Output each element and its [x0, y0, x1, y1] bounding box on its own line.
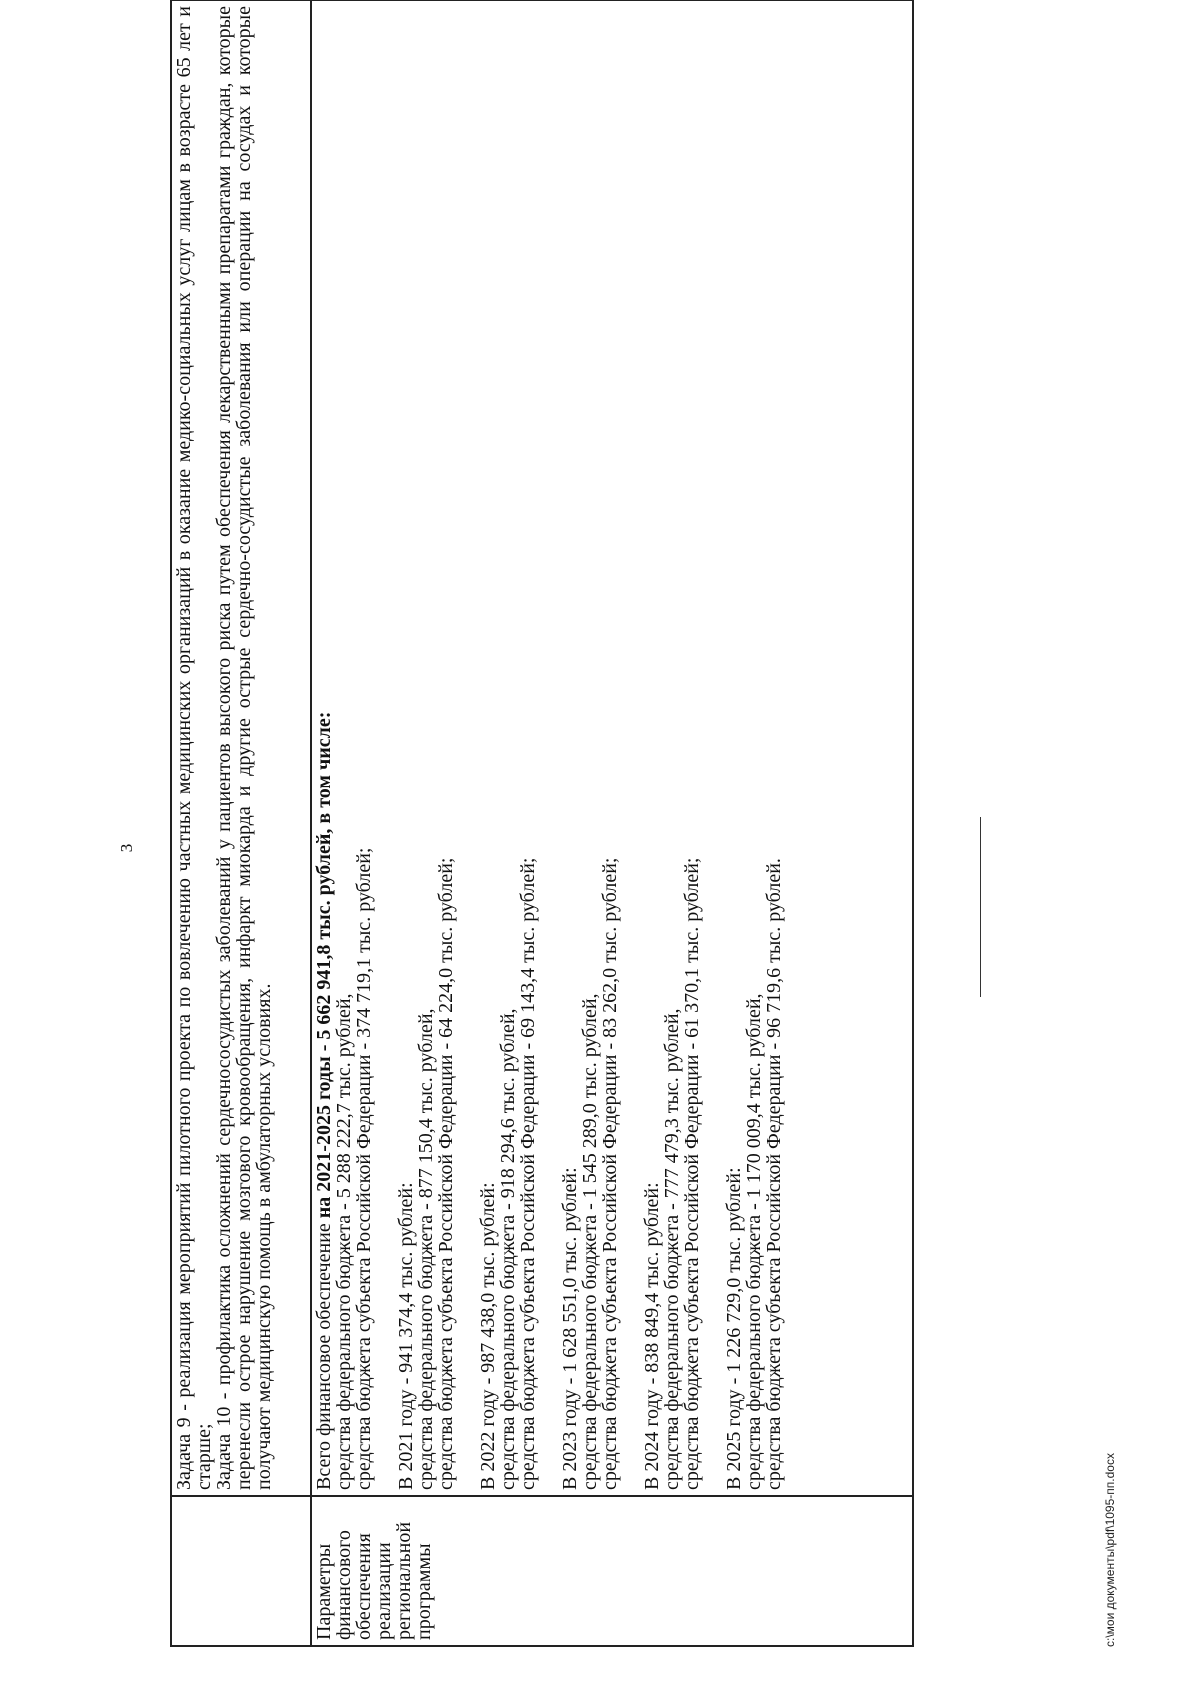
- year-head: В 2022 году - 987 438,0 тыс. рублей:: [477, 1182, 499, 1490]
- year-federal: средства федерального бюджета - 918 294,6 тыс. рублей,: [497, 1008, 519, 1490]
- separator-line: [980, 817, 981, 997]
- financing-row: [311, 0, 913, 1646]
- program-table: [170, 0, 914, 1647]
- tasks-cell: [171, 0, 311, 1496]
- year-2021-block: [396, 6, 456, 1490]
- year-2023-block: [560, 6, 620, 1490]
- year-federal: средства федерального бюджета - 1 170 009,4 тыс. рублей,: [743, 993, 765, 1490]
- tasks-label-cell: [171, 1496, 311, 1646]
- total-line: Всего финансовое обеспечение на 2021-2025 годы - 5 662 941,8 тыс. рублей, в том числе:: [313, 711, 335, 1490]
- year-head: В 2024 году - 838 849,4 тыс. рублей:: [641, 1182, 663, 1490]
- task-10: Задача 10 - профилактика осложнений сердечнососудистых заболеваний у пациентов высокого риска путем обеспечения лекарственными препаратами граждан, которые перенесли острое нарушение мозгового кровообращения, инфаркт миокарда и другие острые сердечно-сосудистые заболевания или операции на сосудах и которые получают медицинскую помощь в амбулаторных условиях.: [213, 6, 275, 1490]
- year-regional: средства бюджета субъекта Российской Федерации - 64 224,0 тыс. рублей;: [435, 857, 457, 1490]
- year-regional: средства бюджета субъекта Российской Федерации - 61 370,1 тыс. рублей;: [681, 857, 703, 1490]
- year-regional: средства бюджета субъекта Российской Федерации - 96 719,6 тыс. рублей.: [763, 858, 785, 1490]
- footer-file-path: c:\мои документы\pdf\1095-пп.docx: [1103, 1453, 1117, 1647]
- year-federal: средства федерального бюджета - 877 150,4 тыс. рублей,: [415, 1008, 437, 1490]
- year-federal: средства федерального бюджета - 1 545 289,0 тыс. рублей,: [579, 993, 601, 1490]
- year-regional: средства бюджета субъекта Российской Федерации - 83 262,0 тыс. рублей;: [599, 857, 621, 1490]
- year-2024-block: [642, 6, 702, 1490]
- financing-label: Параметры финансового обеспечения реализации региональной программы: [313, 1521, 435, 1640]
- page-number: 3: [117, 843, 136, 853]
- year-head: В 2021 году - 941 374,4 тыс. рублей:: [395, 1182, 417, 1490]
- total-federal: средства федерального бюджета - 5 288 222,7 тыс. рублей,: [333, 993, 355, 1490]
- year-2025-block: [724, 6, 784, 1490]
- year-head: В 2025 году - 1 226 729,0 тыс. рублей:: [723, 1167, 745, 1490]
- year-2022-block: [478, 6, 538, 1490]
- year-head: В 2023 году - 1 628 551,0 тыс. рублей:: [559, 1167, 581, 1490]
- financing-cell: [311, 0, 913, 1496]
- tasks-row: [171, 0, 311, 1646]
- total-regional: средства бюджета субъекта Российской Федерации - 374 719,1 тыс. рублей;: [353, 847, 375, 1490]
- year-federal: средства федерального бюджета - 777 479,3 тыс. рублей,: [661, 1008, 683, 1490]
- task-9: Задача 9 - реализация мероприятий пилотного проекта по вовлечению частных медицинских организаций в оказание медико-социальных услуг лицам в возрасте 65 лет и старше;: [173, 6, 215, 1490]
- year-regional: средства бюджета субъекта Российской Федерации - 69 143,4 тыс. рублей;: [517, 857, 539, 1490]
- total-block: [314, 6, 374, 1490]
- financing-label-cell: [311, 1496, 913, 1646]
